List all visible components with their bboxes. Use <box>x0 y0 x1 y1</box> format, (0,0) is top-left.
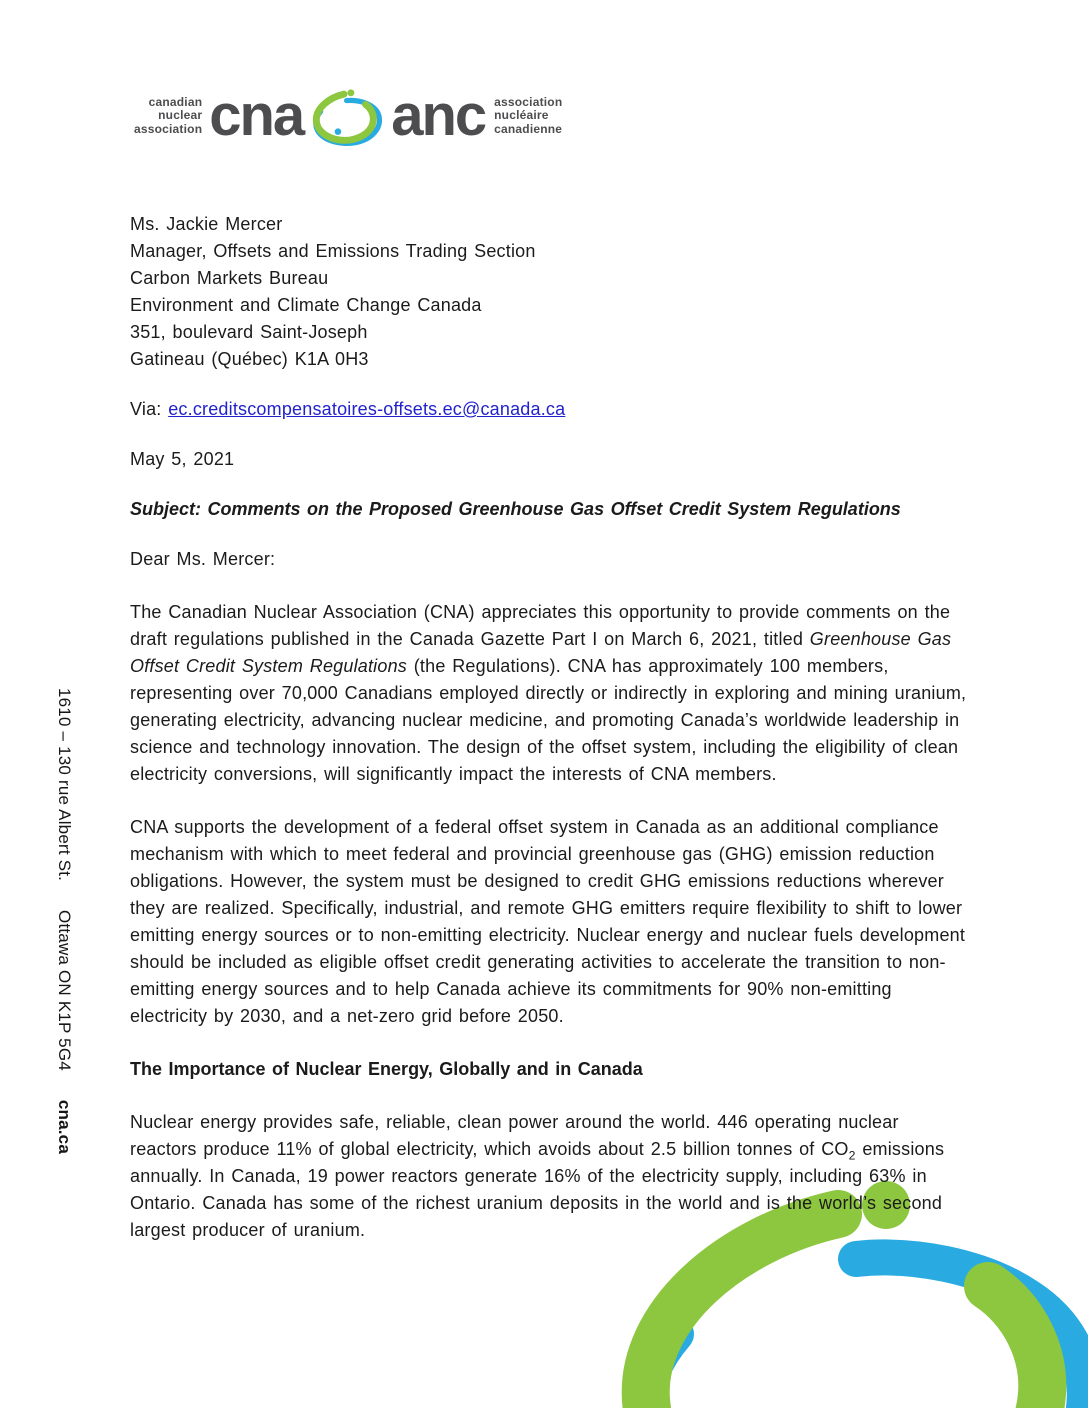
recipient-department: Environment and Climate Change Canada <box>130 295 482 315</box>
logo-tagline-line: association <box>134 121 203 136</box>
section-heading: The Importance of Nuclear Energy, Globally and in Canada <box>130 1059 643 1079</box>
recipient-street: 351, boulevard Saint-Joseph <box>130 322 368 342</box>
email-link[interactable]: ec.creditscompensatoires-offsets.ec@canada.ca <box>168 399 566 419</box>
recipient-bureau: Carbon Markets Bureau <box>130 268 329 288</box>
recipient-city: Gatineau (Québec) K1A 0H3 <box>130 349 369 369</box>
paragraph-offset-system: CNA supports the development of a federal offset system in Canada as an additional compliance mechanism with which to meet federal and provincial greenhouse gas (GHG) emission reduction obligations. However, the system must be designed to credit GHG emissions reductions wherever they are realized. Specifically, industrial, and remote GHG emitters require flexibility to shift to lower emitting energy sources or to non-emitting electricity. Nuclear energy and nuclear fuels development should be included as eligible offset credit generating activities to accelerate the transition to non-emitting energy sources and to help Canada achieve its commitments for 90% non-emitting electricity by 2030, and a net-zero grid before 2050. <box>130 817 966 1026</box>
paragraph-nuclear-importance: Nuclear energy provides safe, reliable, clean power around the world. 446 operating nuclear reactors produce 11% of global electricity, which avoids about 2.5 billion tonnes of $CO_2$ emissions annually. In Canada, 19 power reactors generate 16% of the electricity supply, including 63% in Ontario. Canada has some of the richest uranium deposits in the world and is the world’s second largest producer of uranium. <box>130 1112 945 1240</box>
anc-wordmark: anc <box>391 83 486 148</box>
street-address: 1610 – 130 rue Albert St. <box>55 688 74 882</box>
recipient-name: Ms. Jackie Mercer <box>130 214 283 234</box>
cna-swoosh-icon <box>306 88 388 152</box>
letter-body <box>130 211 970 1244</box>
logo-tagline-line: nucléaire <box>494 108 549 123</box>
website-url: cna.ca <box>55 1099 74 1154</box>
via-line <box>130 396 970 423</box>
via-label: Via: <box>130 399 169 419</box>
logo-tagline-line: nuclear <box>158 108 203 123</box>
salutation: Dear Ms. Mercer: <box>130 549 276 569</box>
logo-tagline-line: canadienne <box>494 121 563 136</box>
logo-tagline-french <box>494 96 562 137</box>
subject-line: Subject: Comments on the Proposed Greenhouse Gas Offset Credit System Regulations <box>130 499 901 519</box>
city-postal-code: Ottawa ON K1P 5G4 <box>55 910 74 1071</box>
logo-tagline-english <box>134 96 202 137</box>
recipient-title: Manager, Offsets and Emissions Trading Section <box>130 241 536 261</box>
logo-tagline-line: canadian <box>148 94 203 109</box>
date-line: May 5, 2021 <box>130 449 235 469</box>
logo-tagline-line: association <box>494 94 563 109</box>
letterhead-vertical-address <box>54 688 74 1154</box>
cna-logo <box>134 84 562 148</box>
recipient-block <box>130 211 970 373</box>
paragraph-introduction: The Canadian Nuclear Association (CNA) appreciates this opportunity to provide comments on the draft regulations published in the Canada Gazette Part I on March 6, 2021, titled Greenhouse Gas Offset Credit System Regulations (the Regulations). CNA has approximately 100 members, representing over 70,000 Canadians employed directly or indirectly in exploring and mining uranium, generating electricity, advancing nuclear medicine, and promoting Canada’s worldwide leadership in science and technology innovation. The design of the offset system, including the eligibility of clean electricity conversions, will significantly impact the interests of CNA members. <box>130 602 967 784</box>
cna-wordmark: cna <box>209 83 304 148</box>
